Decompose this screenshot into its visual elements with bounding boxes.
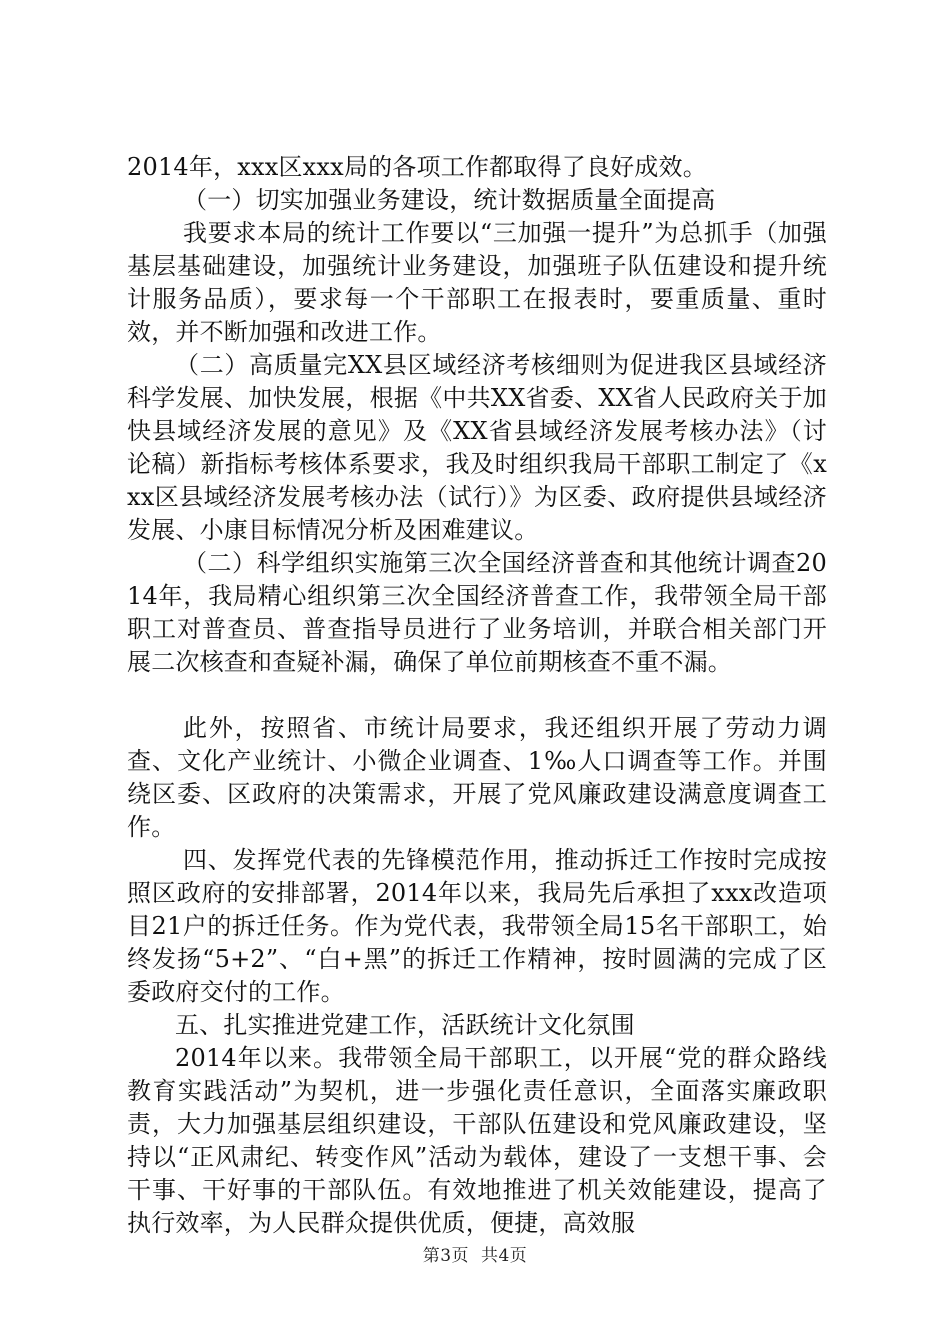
paragraph-intro-line: 2014年，xxx区xxx局的各项工作都取得了良好成效。 [127,153,707,181]
section-heading-2-county-economy: （二）高质量完XX县区域经济考核细则为促进我区县域经济科学发展、加快发展，根据《中共XX省委、XX省人民政府关于加快县域经济发展的意见》及《XX省县域经济发展考核办法》（讨论稿）新指标考核体系要求，我及时组织我局干部职工制定了《xxx区县域经济发展考核办法（试行）》为区委、政府提供县域经济发展、小康目标情况分析及困难建议。 [127,351,827,544]
paragraph-other-surveys: 此外，按照省、市统计局要求，我还组织开展了劳动力调查、文化产业统计、小微企业调查、1‰人口调查等工作。并围绕区委、区政府的决策需求，开展了党风廉政建设满意度调查工作。 [127,714,827,841]
page-footer [0,1245,950,1267]
blank-line [127,679,827,712]
paragraph-statistics-work: 我要求本局的统计工作要以“三加强一提升”为总抓手（加强基层基础建设，加强统计业务建设，加强班子队伍建设和提升统计服务品质），要求每一个干部职工在报表时，要重质量、重时效，并不断加强和改进工作。 [127,219,827,346]
document-body [127,151,827,1240]
section-heading-5-party-building: 五、扎实推进党建工作，活跃统计文化氛围 [175,1011,635,1039]
section-heading-4-demolition: 四、发挥党代表的先锋模范作用，推动拆迁工作按时完成按照区政府的安排部署，2014年以来，我局先后承担了xxx改造项目21户的拆迁任务。作为党代表，我带领全局15名干部职工，始终发扬“5+2”、“白+黑”的拆迁工作精神，按时圆满的完成了区委政府交付的工作。 [127,846,827,1006]
page-total: 共4页 [480,1246,528,1266]
section-heading-2-economic-census: （二）科学组织实施第三次全国经济普查和其他统计调查2014年，我局精心组织第三次全国经济普查工作，我带领全局干部职工对普查员、普查指导员进行了业务培训，并联合相关部门开展二次核查和查疑补漏，确保了单位前期核查不重不漏。 [127,549,827,676]
section-heading-1: （一）切实加强业务建设，统计数据质量全面提高 [183,186,716,214]
paragraph-party-building-detail: 2014年以来。我带领全局干部职工，以开展“党的群众路线教育实践活动”为契机，进一步强化责任意识，全面落实廉政职责，大力加强基层组织建设，干部队伍建设和党风廉政建设，坚持以“正风肃纪、转变作风”活动为载体，建设了一支想干事、会干事、干好事的干部队伍。有效地推进了机关效能建设，提高了执行效率，为人民群众提供优质，便捷，高效服 [127,1044,827,1237]
page-number: 第3页 [422,1246,470,1266]
